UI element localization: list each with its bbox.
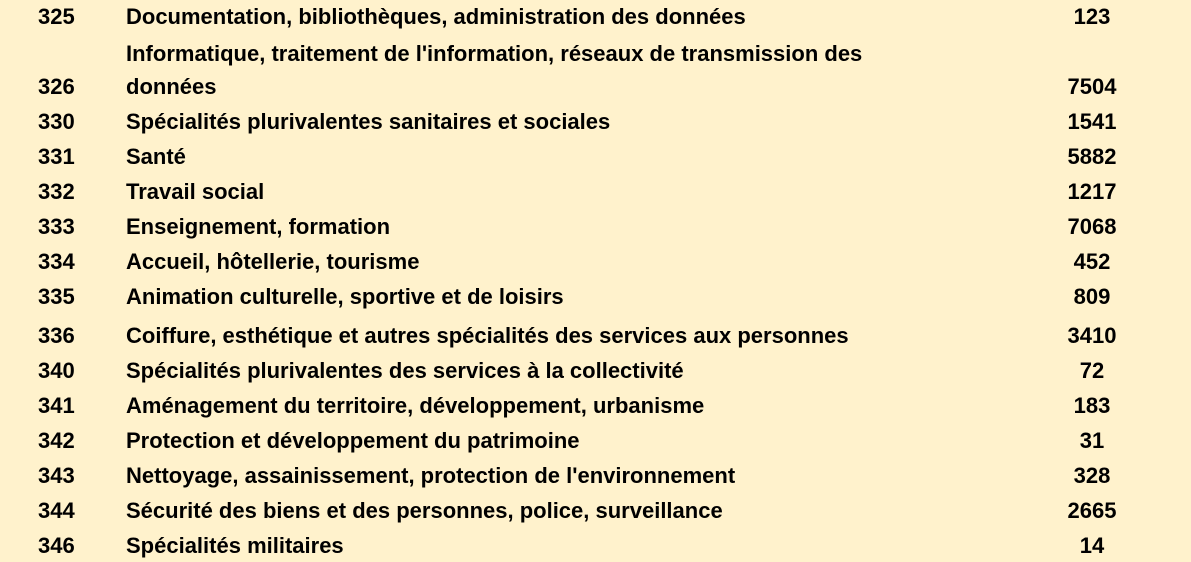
row-label: Spécialités militaires	[126, 533, 344, 558]
table-row	[0, 457, 1191, 492]
row-value: 328	[1073, 463, 1111, 488]
table-row	[0, 243, 1191, 278]
table-row	[0, 492, 1191, 527]
table-row	[0, 352, 1191, 387]
row-label: Protection et développement du patrimoine	[126, 428, 580, 453]
row-code: 332	[38, 179, 75, 204]
row-value: 809	[1073, 284, 1111, 309]
table-row	[0, 278, 1191, 313]
row-label: Documentation, bibliothèques, administration des données	[126, 4, 746, 29]
row-value: 2665	[1067, 498, 1117, 523]
table-row	[0, 103, 1191, 138]
row-value: 123	[1073, 4, 1111, 29]
row-value: 1541	[1067, 109, 1117, 134]
table-row	[0, 173, 1191, 208]
row-value: 14	[1079, 533, 1105, 558]
row-value: 1217	[1067, 179, 1117, 204]
row-value: 5882	[1067, 144, 1117, 169]
row-code: 336	[38, 323, 75, 348]
table-row	[0, 33, 1191, 103]
table-row	[0, 0, 1191, 33]
table-row	[0, 138, 1191, 173]
row-label: Spécialités plurivalentes des services à la collectivité	[126, 358, 684, 383]
row-code: 346	[38, 533, 75, 558]
row-code: 326	[38, 74, 75, 99]
row-value: 7068	[1067, 214, 1117, 239]
row-code: 334	[38, 249, 75, 274]
row-label: Spécialités plurivalentes sanitaires et sociales	[126, 109, 611, 134]
row-label: Travail social	[126, 179, 265, 204]
row-code: 335	[38, 284, 75, 309]
row-label: Sécurité des biens et des personnes, police, surveillance	[126, 498, 723, 523]
table-row	[0, 387, 1191, 422]
row-code: 325	[38, 4, 75, 29]
row-code: 344	[38, 498, 75, 523]
row-code: 342	[38, 428, 75, 453]
row-label: Coiffure, esthétique et autres spécialités des services aux personnes	[126, 323, 849, 348]
row-code: 330	[38, 109, 75, 134]
table-row	[0, 313, 1191, 352]
row-value: 183	[1073, 393, 1111, 418]
row-label: Enseignement, formation	[126, 214, 391, 239]
row-code: 331	[38, 144, 75, 169]
row-value: 3410	[1067, 323, 1117, 348]
row-value: 7504	[1067, 74, 1117, 99]
table-row	[0, 208, 1191, 243]
row-value: 72	[1079, 358, 1105, 383]
table-row	[0, 422, 1191, 457]
row-label: Aménagement du territoire, développement, urbanisme	[126, 393, 705, 418]
row-label: Santé	[126, 144, 186, 169]
row-label: Nettoyage, assainissement, protection de l'environnement	[126, 463, 736, 488]
row-code: 341	[38, 393, 75, 418]
row-code: 343	[38, 463, 75, 488]
row-value: 31	[1079, 428, 1105, 453]
row-code: 340	[38, 358, 75, 383]
row-label: Animation culturelle, sportive et de loisirs	[126, 284, 564, 309]
row-label: Informatique, traitement de l'information, réseaux de transmission des données	[126, 41, 863, 99]
row-value: 452	[1073, 249, 1111, 274]
table-row	[0, 527, 1191, 562]
row-label: Accueil, hôtellerie, tourisme	[126, 249, 420, 274]
row-code: 333	[38, 214, 75, 239]
